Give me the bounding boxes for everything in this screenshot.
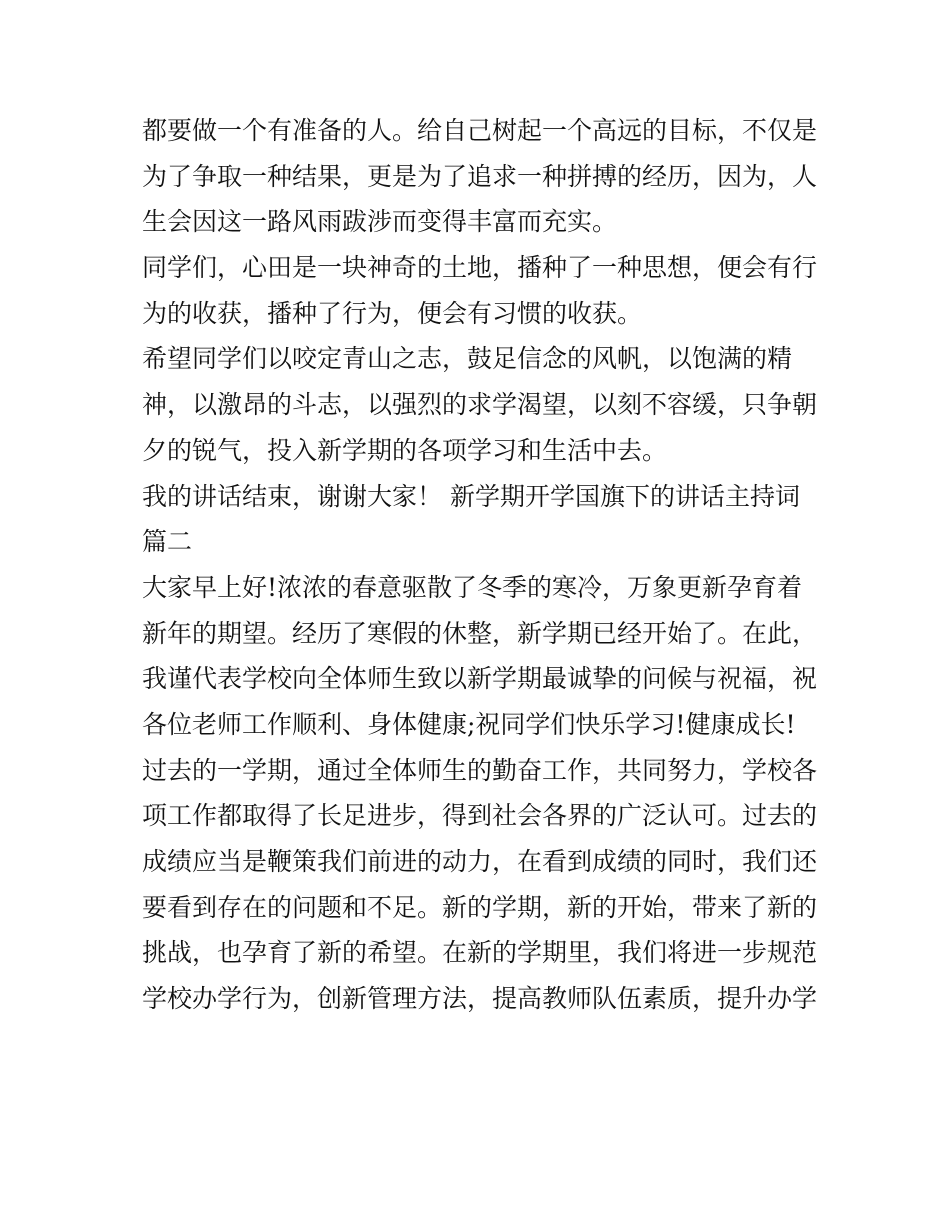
text-line: 夕的锐气，投入新学期的各项学习和生活中去。 (142, 435, 668, 465)
text-line: 要看到存在的问题和不足。新的学期，新的开始，带来了新的 (142, 892, 818, 922)
section-heading: 篇二 (142, 527, 193, 557)
text-line: 成绩应当是鞭策我们前进的动力，在看到成绩的同时，我们还 (142, 847, 818, 876)
text-line: 同学们，心田是一块神奇的土地，播种了一种思想，便会有行 (142, 253, 818, 283)
text-line: 各位老师工作顺利、身体健康;祝同学们快乐学习!健康成长! (142, 709, 796, 739)
text-line: 新年的期望。经历了寒假的休整，新学期已经开始了。在此， (142, 618, 818, 648)
text-line: 生会因这一路风雨跋涉而变得丰富而充实。 (142, 207, 618, 237)
text-line: 神，以激昂的斗志，以强烈的求学渴望，以刻不容缓，只争朝 (142, 390, 818, 420)
text-line: 大家早上好!浓浓的春意驱散了冬季的寒冷，万象更新孕育着 (142, 572, 803, 602)
text-line: 都要做一个有准备的人。给自己树起一个高远的目标，不仅是 (142, 116, 818, 145)
document-body (142, 108, 822, 1022)
text-line: 学校办学行为，创新管理方法，提高教师队伍素质，提升办学 (142, 984, 818, 1014)
text-line: 为的收获，播种了行为，便会有习惯的收获。 (142, 298, 643, 328)
text-line: 我谨代表学校向全体师生致以新学期最诚挚的问候与祝福，祝 (142, 664, 818, 694)
text-line: 我的讲话结束，谢谢大家！ 新学期开学国旗下的讲话主持词 (142, 481, 800, 511)
text-line: 为了争取一种结果，更是为了追求一种拼搏的经历，因为，人 (142, 161, 818, 191)
text-line: 项工作都取得了长足进步，得到社会各界的广泛认可。过去的 (142, 801, 818, 831)
text-line: 希望同学们以咬定青山之志，鼓足信念的风帆，以饱满的精 (142, 344, 793, 374)
text-line: 挑战，也孕育了新的希望。在新的学期里，我们将进一步规范 (142, 938, 818, 968)
text-line: 过去的一学期，通过全体师生的勤奋工作，共同努力，学校各 (142, 755, 818, 785)
